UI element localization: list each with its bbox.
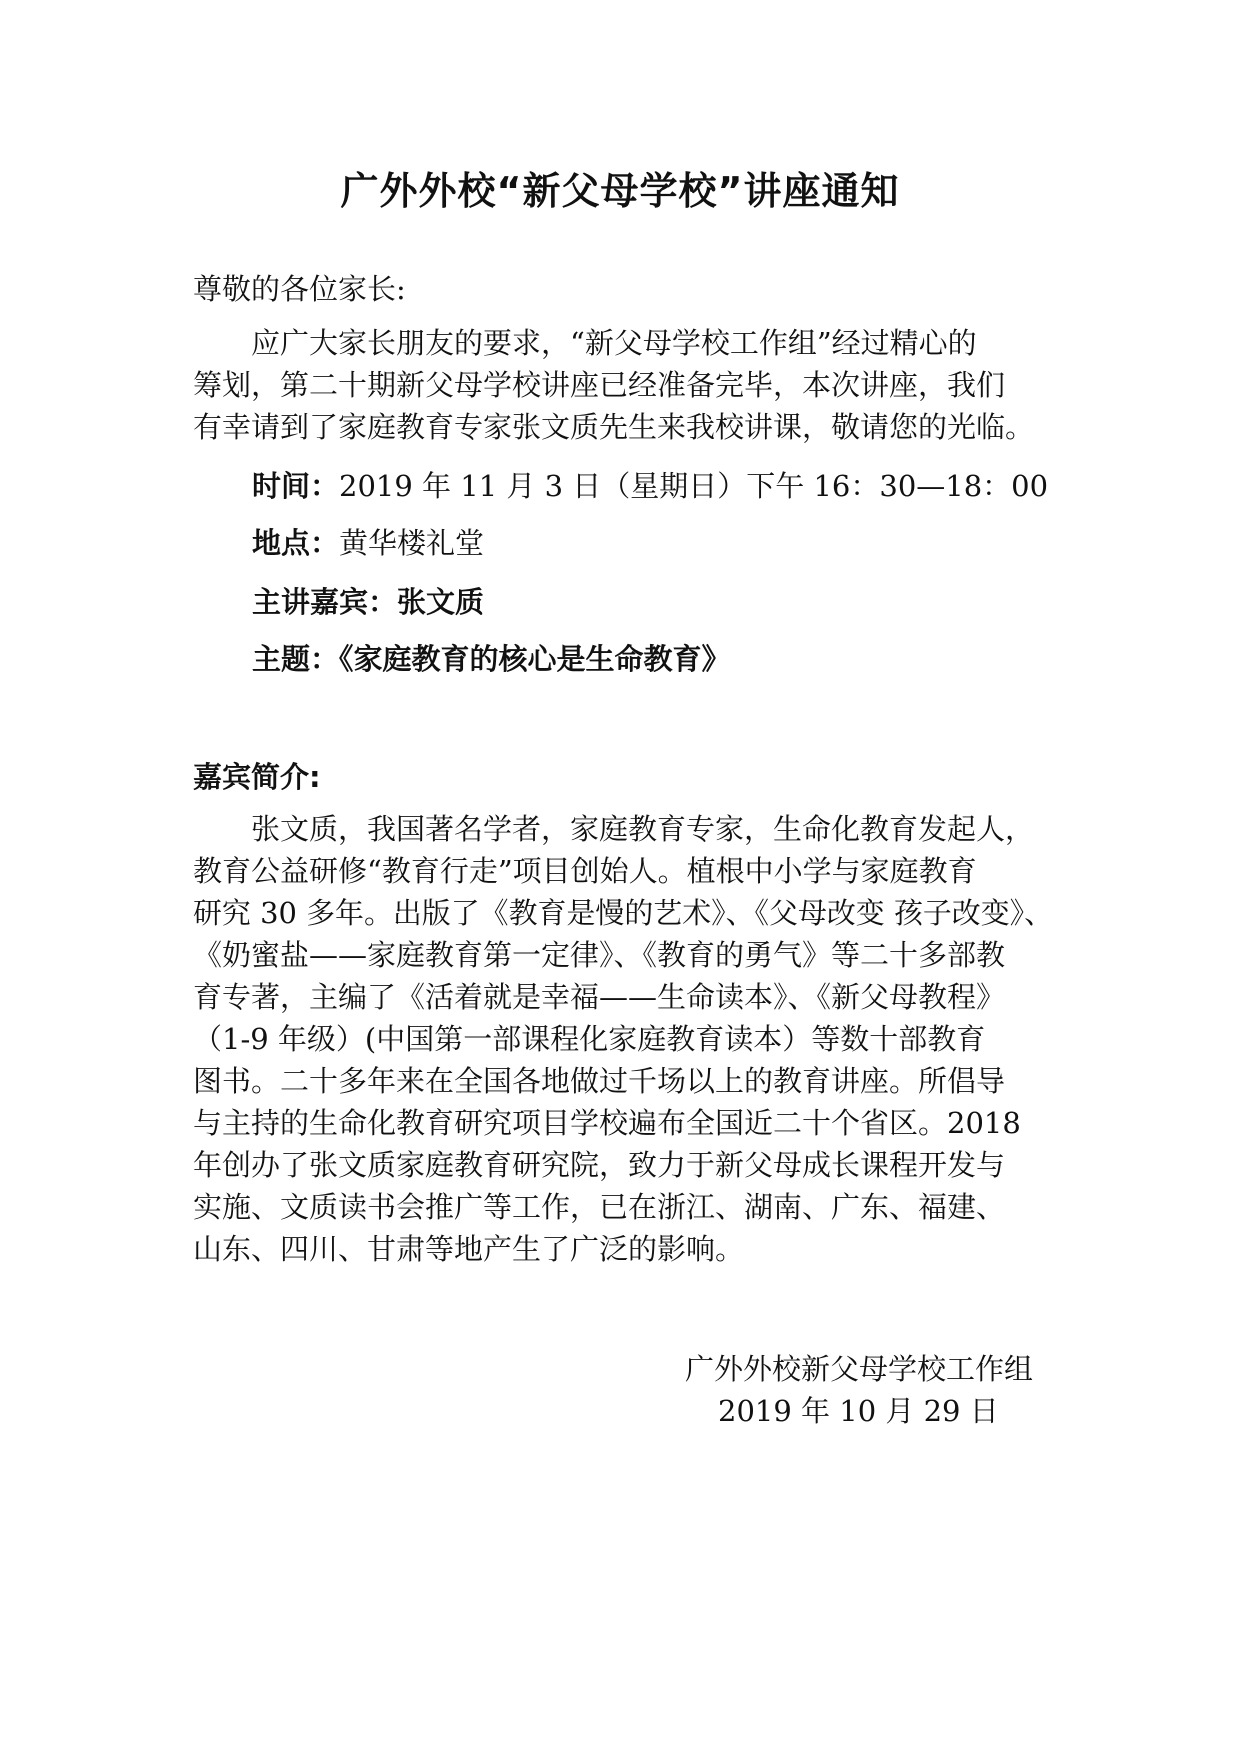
salutation: 尊敬的各位家长: — [193, 272, 406, 306]
bio-line: 教育公益研修“教育行走”项目创始人。植根中小学与家庭教育 — [193, 854, 977, 888]
bio-line: 与主持的生命化教育研究项目学校遍布全国近二十个省区。2018 — [193, 1106, 1021, 1140]
signature-org: 广外外校新父母学校工作组 — [684, 1352, 1033, 1386]
bio-line: 研究 30 多年。出版了《教育是慢的艺术》、《父母改变 孩子改变》、 — [193, 896, 1054, 930]
topic-label: 主题： — [252, 642, 340, 676]
time-label: 时间： — [252, 469, 340, 503]
bio-line: （1-9 年级）(中国第一部课程化家庭教育读本）等数十部教育 — [193, 1022, 986, 1056]
bio-line: 育专著，主编了《活着就是幸福——生命读本》、《新父母教程》 — [193, 980, 1006, 1014]
signature-date: 2019 年 10 月 29 日 — [718, 1394, 999, 1428]
intro-line: 应广大家长朋友的要求，“新父母学校工作组”经过精心的 — [251, 326, 977, 360]
place-value: 黄华楼礼堂 — [339, 526, 485, 560]
detail-time — [252, 465, 1072, 507]
bio-paragraph — [193, 808, 1053, 1270]
intro-line: 筹划，第二十期新父母学校讲座已经准备完毕，本次讲座，我们 — [193, 368, 1006, 402]
time-value: 2019 年 11 月 3 日（星期日）下午 16：30—18：00 — [339, 469, 1049, 503]
intro-line: 有幸请到了家庭教育专家张文质先生来我校讲课，敬请您的光临。 — [193, 410, 1035, 444]
bio-line: 年创办了张文质家庭教育研究院，致力于新父母成长课程开发与 — [193, 1148, 1006, 1182]
speaker-label: 主讲嘉宾： — [252, 585, 398, 619]
bio-line: 实施、文质读书会推广等工作，已在浙江、湖南、广东、福建、 — [193, 1190, 1006, 1224]
speaker-value: 张文质 — [397, 585, 485, 619]
bio-line: 张文质，我国著名学者，家庭教育专家，生命化教育发起人， — [251, 812, 1035, 846]
detail-speaker — [252, 581, 1072, 623]
bio-heading: 嘉宾简介: — [193, 760, 321, 794]
notice-title: 广外外校“新父母学校”讲座通知 — [340, 169, 900, 213]
detail-place — [252, 522, 1072, 564]
topic-value: 《家庭教育的核心是生命教育》 — [339, 642, 731, 676]
place-label: 地点： — [252, 526, 340, 560]
bio-line: 山东、四川、甘肃等地产生了广泛的影响。 — [193, 1232, 745, 1266]
bio-line: 《奶蜜盐——家庭教育第一定律》、《教育的勇气》等二十多部教 — [193, 938, 1006, 972]
bio-line: 图书。二十多年来在全国各地做过千场以上的教育讲座。所倡导 — [193, 1064, 1006, 1098]
intro-paragraph — [193, 322, 1053, 448]
detail-topic — [252, 638, 1072, 680]
